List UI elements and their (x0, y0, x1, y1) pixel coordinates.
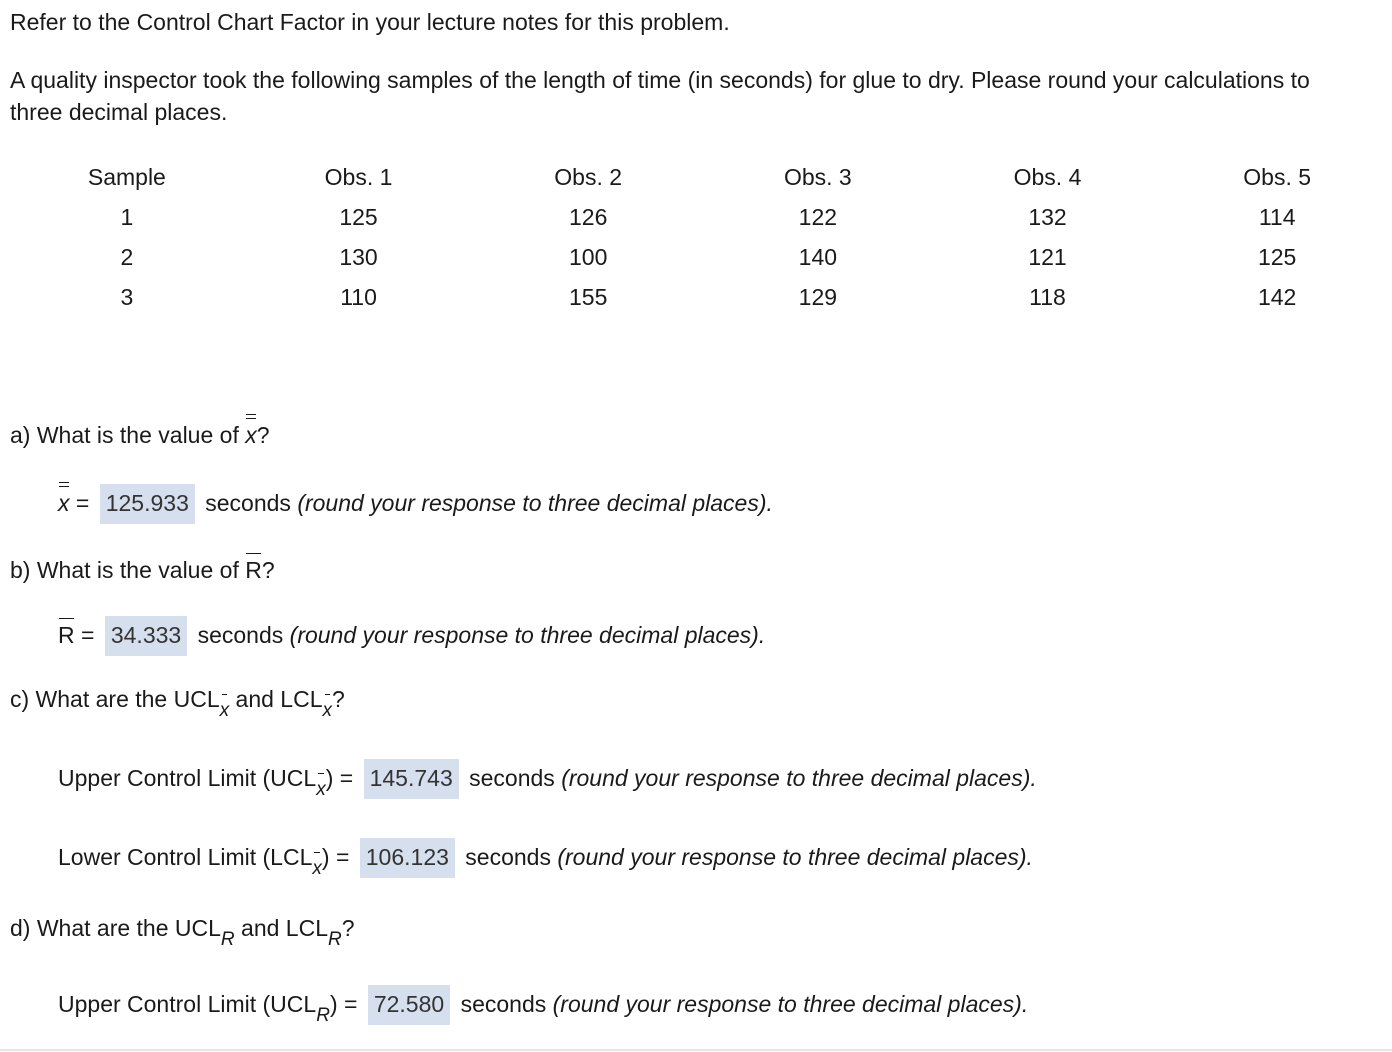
question-c (10, 683, 345, 721)
table-header: Obs. 2 (554, 163, 623, 190)
answer-a-field[interactable]: 125.933 (100, 484, 195, 524)
equals-sign: = (339, 765, 354, 791)
units-label: seconds (197, 622, 284, 648)
table-cell: 121 (1028, 243, 1067, 270)
question-a (10, 419, 270, 451)
ucl-r-label: Upper Control Limit (UCL (58, 991, 317, 1017)
x-double-bar-symbol: x (58, 487, 70, 519)
round-note: (round your response to three decimal places). (297, 490, 773, 516)
x-double-bar-symbol: x (245, 419, 257, 451)
equals-sign: = (335, 844, 350, 870)
answer-b-field[interactable]: 34.333 (105, 616, 187, 656)
samples-table (10, 157, 1392, 317)
table-header: Obs. 1 (324, 163, 393, 190)
x-bar-subscript: x (220, 695, 230, 727)
round-note: (round your response to three decimal places). (552, 991, 1029, 1017)
table-cell: 110 (340, 283, 377, 310)
question-d (10, 912, 355, 950)
question-d-prefix: d) What are the UCL (10, 915, 221, 941)
r-bar-symbol: R (245, 554, 262, 586)
table-header: Obs. 5 (1243, 163, 1312, 190)
answer-d-ucl-field[interactable]: 72.580 (368, 985, 450, 1025)
round-note: (round your response to three decimal places). (561, 765, 1037, 791)
answer-c-ucl-field[interactable]: 145.743 (364, 759, 459, 799)
r-subscript: R (328, 929, 342, 950)
units-label: seconds (465, 844, 551, 870)
table-row (10, 237, 1392, 277)
answer-c-lcl-field[interactable]: 106.123 (360, 838, 455, 878)
table-row (10, 277, 1392, 317)
question-d-suffix: ? (341, 915, 355, 941)
lcl-x-label: Lower Control Limit (LCL (58, 844, 313, 870)
question-c-suffix: ? (332, 686, 345, 712)
question-a-prefix: a) What is the value of (10, 422, 246, 448)
table-cell: 100 (569, 243, 608, 270)
question-a-suffix: ? (256, 422, 270, 448)
table-cell: 130 (339, 243, 378, 270)
question-b (10, 554, 275, 586)
answer-c-lcl-row (58, 838, 1033, 878)
table-cell: 129 (798, 283, 838, 310)
question-c-mid: and LCL (229, 686, 323, 712)
table-cell: 140 (798, 243, 838, 270)
answer-d-ucl-row (58, 985, 1028, 1025)
equals-sign: = (75, 490, 90, 516)
table-header: Obs. 3 (783, 163, 852, 190)
table-header-row (10, 157, 1392, 197)
table-cell: 132 (1028, 203, 1067, 230)
table-cell: 2 (120, 243, 134, 270)
close-paren: ) (325, 765, 334, 791)
bottom-divider (0, 1049, 1392, 1051)
round-note: (round your response to three decimal places). (557, 844, 1033, 870)
round-note: (round your response to three decimal places). (289, 622, 766, 648)
x-bar-subscript: x (316, 774, 326, 806)
units-label: seconds (460, 991, 547, 1017)
units-label: seconds (205, 490, 291, 516)
close-paren: ) (321, 844, 330, 870)
ucl-x-label: Upper Control Limit (UCL (58, 765, 317, 791)
table-cell: 126 (569, 203, 608, 230)
equals-sign: = (81, 622, 95, 648)
answer-b-row (58, 616, 765, 656)
r-subscript: R (220, 929, 235, 950)
question-c-prefix: c) What are the UCL (10, 686, 220, 712)
question-d-mid: and LCL (234, 915, 329, 941)
table-cell: 1 (120, 203, 134, 230)
table-cell: 3 (120, 283, 134, 310)
question-b-suffix: ? (261, 557, 275, 583)
table-cell: 114 (1258, 203, 1296, 230)
table-cell: 125 (339, 203, 378, 230)
x-bar-subscript: x (312, 853, 322, 885)
answer-a-row (58, 484, 773, 524)
table-header: Obs. 4 (1013, 163, 1082, 190)
r-bar-symbol: R (58, 619, 75, 651)
question-b-prefix: b) What is the value of (10, 557, 246, 583)
answer-c-ucl-row (58, 759, 1037, 799)
table-cell: 155 (569, 283, 608, 310)
r-subscript: R (316, 1005, 330, 1026)
table-cell: 118 (1029, 283, 1066, 310)
table-cell: 142 (1257, 283, 1297, 310)
table-row (10, 197, 1392, 237)
close-paren: ) (329, 991, 338, 1017)
problem-text: A quality inspector took the following samples of the length of time (in seconds) for glue to dry. Please round your calculations to three decimal places. (10, 67, 1310, 125)
table-header: Sample (87, 163, 166, 190)
x-bar-subscript: x (323, 695, 333, 727)
table-cell: 122 (798, 203, 838, 230)
equals-sign: = (344, 991, 358, 1017)
intro-text: Refer to the Control Chart Factor in your lecture notes for this problem. (10, 9, 730, 35)
table-cell: 125 (1257, 243, 1297, 270)
units-label: seconds (469, 765, 555, 791)
